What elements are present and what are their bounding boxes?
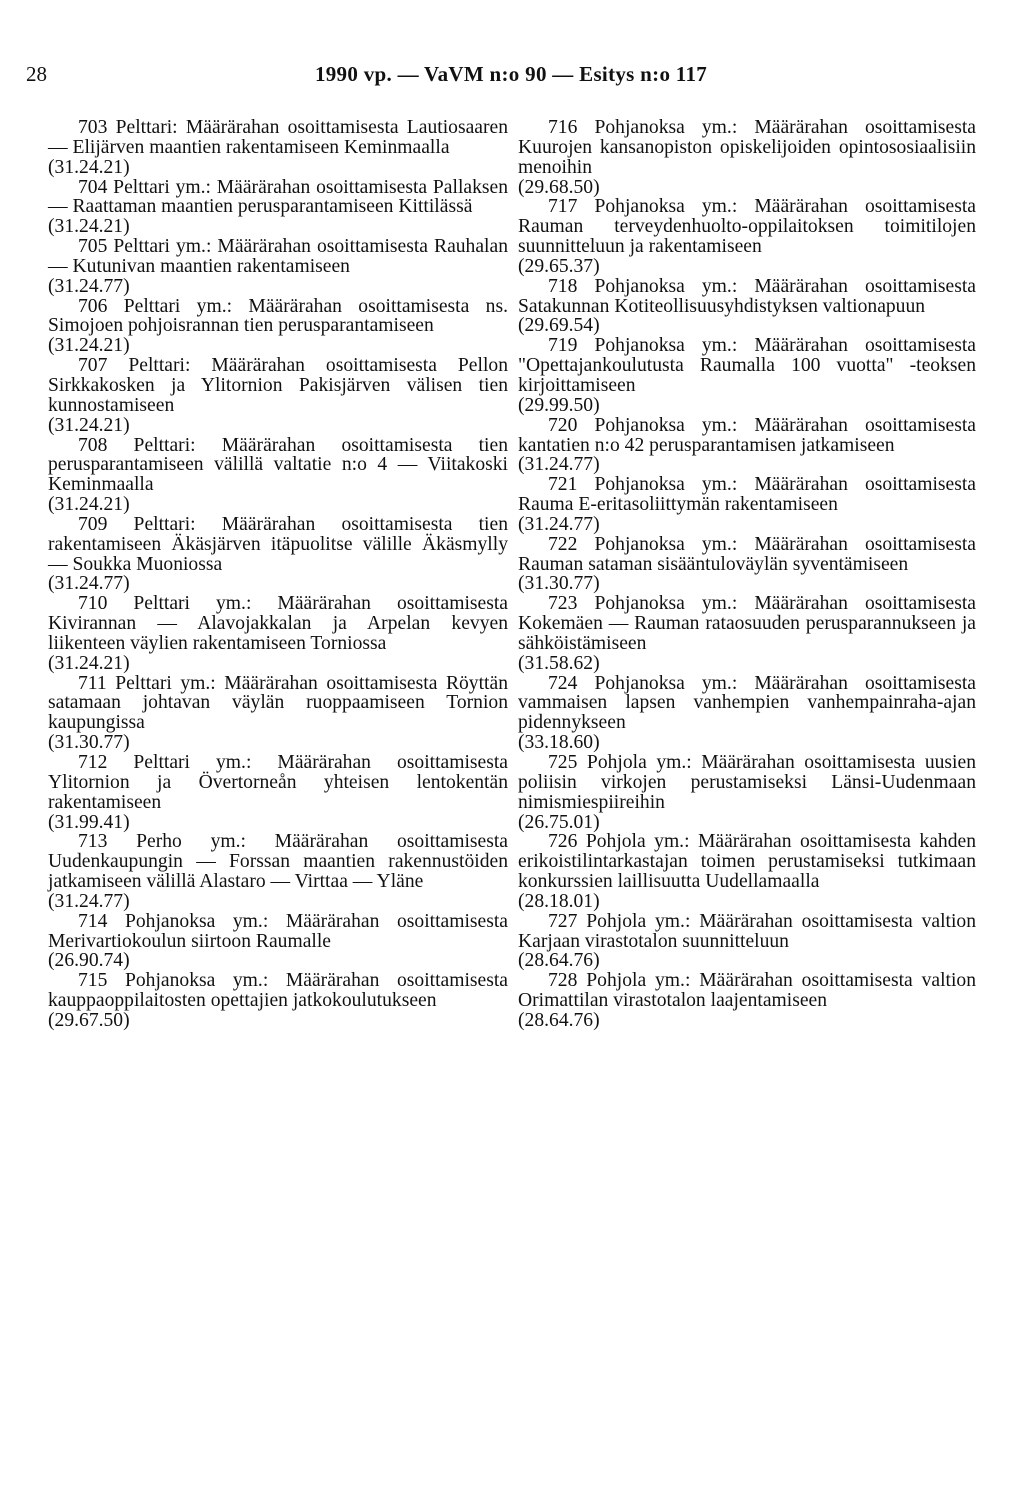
budget-code: (31.24.21) [48, 335, 130, 357]
list-item [48, 178, 508, 238]
running-title: 1990 vp. — VaVM n:o 90 — Esitys n:o 117 [314, 62, 708, 86]
list-item [518, 336, 976, 415]
entry-text: 712 Pelttari ym.: Määrärahan osoittamisesta Ylitornion ja Övertorneån yhteisen lentokentän rakentamiseen [48, 752, 508, 813]
list-item [48, 436, 508, 515]
page-number: 28 [26, 62, 47, 86]
budget-code: (31.24.21) [48, 216, 130, 238]
budget-code: (28.18.01) [518, 890, 600, 912]
budget-code: (31.24.77) [48, 890, 130, 912]
budget-code: (26.90.74) [48, 950, 130, 972]
list-item [48, 297, 508, 357]
entry-text: 720 Pohjanoksa ym.: Määrärahan osoittamisesta kantatien n:o 42 perusparantamisen jatkamiseen [518, 414, 976, 456]
budget-code: (33.18.60) [518, 732, 600, 754]
entry-text: 726 Pohjola ym.: Määrärahan osoittamisesta kahden erikoistilintarkastajan toimen perustamiseksi tutkimaan konkurssien laillisuutta Uudellamaalla [518, 831, 976, 893]
list-item [48, 912, 508, 972]
budget-code: (31.24.77) [48, 573, 130, 595]
entry-text: 721 Pohjanoksa ym.: Määrärahan osoittamisesta Rauma E-eritasoliittymän rakentamiseen [518, 474, 976, 516]
right-column [518, 118, 976, 1031]
list-item [518, 197, 976, 276]
budget-code: (31.24.21) [48, 652, 130, 674]
budget-code: (28.64.76) [518, 950, 600, 972]
entry-text: 715 Pohjanoksa ym.: Määrärahan osoittamisesta kauppaoppilaitosten opettajien jatkokoulutukseen [48, 970, 508, 1012]
entry-text: 714 Pohjanoksa ym.: Määrärahan osoittamisesta Merivartiokoulun siirtoon Raumalle [48, 910, 508, 952]
list-item [48, 356, 508, 435]
entry-text: 707 Pelttari: Määrärahan osoittamisesta Pellon Sirkkakosken ja Ylitornion Pakisjärven välisen tien kunnostamiseen [48, 355, 508, 416]
budget-code: (29.99.50) [518, 394, 600, 416]
list-item [518, 535, 976, 595]
entry-text: 705 Pelttari ym.: Määrärahan osoittamisesta Rauhalan — Kutunivan maantien rakentamiseen [48, 236, 508, 277]
entry-text: 704 Pelttari ym.: Määrärahan osoittamisesta Pallaksen — Raattaman maantien perusparantamiseen Kittilässä [48, 176, 508, 218]
list-item [48, 674, 508, 753]
budget-code: (29.65.37) [518, 255, 600, 277]
budget-code: (31.24.77) [48, 275, 130, 297]
list-item [518, 674, 976, 753]
budget-code: (31.24.77) [518, 454, 600, 476]
budget-code: (31.24.77) [518, 513, 600, 535]
list-item [518, 475, 976, 535]
list-item [48, 971, 508, 1031]
budget-code: (31.58.62) [518, 652, 600, 674]
entry-text: 706 Pelttari ym.: Määrärahan osoittamisesta ns. Simojoen pohjoisrannan tien perusparantamiseen [48, 295, 508, 337]
list-item [518, 118, 976, 197]
list-item [48, 118, 508, 178]
entry-text: 708 Pelttari: Määrärahan osoittamisesta tien perusparantamiseen välillä valtatie n:o 4 — Viitakoski Keminmaalla [48, 434, 508, 496]
page-header [26, 62, 996, 92]
budget-code: (31.30.77) [518, 573, 600, 595]
entry-text: 710 Pelttari ym.: Määrärahan osoittamisesta Kivirannan — Alavojakkalan ja Arpelan kevyen liikenteen väylien rakentamiseen Torniossa [48, 593, 508, 654]
budget-code: (31.24.21) [48, 156, 130, 178]
entry-text: 718 Pohjanoksa ym.: Määrärahan osoittamisesta Satakunnan Kotiteollisuusyhdistyksen valtionapuun [518, 275, 976, 317]
entry-text: 719 Pohjanoksa ym.: Määrärahan osoittamisesta "Opettajankoulutusta Raumalla 100 vuotta" -teoksen kirjoittamiseen [518, 335, 976, 396]
list-item [48, 237, 508, 297]
budget-code: (31.99.41) [48, 811, 130, 833]
budget-code: (29.67.50) [48, 1009, 130, 1031]
entry-text: 724 Pohjanoksa ym.: Määrärahan osoittamisesta vammaisen lapsen vanhempien vanhempainraha-ajan pidennykseen [518, 672, 976, 734]
entry-text: 722 Pohjanoksa ym.: Määrärahan osoittamisesta Rauman sataman sisääntuloväylän syventämiseen [518, 533, 976, 575]
list-item [518, 277, 976, 337]
list-item [48, 594, 508, 673]
entry-text: 711 Pelttari ym.: Määrärahan osoittamisesta Röyttän satamaan johtavan väylän ruoppaamiseen Tornion kaupungissa [48, 672, 508, 734]
budget-code: (28.64.76) [518, 1009, 600, 1031]
list-item [48, 753, 508, 832]
entry-text: 713 Perho ym.: Määrärahan osoittamisesta Uudenkaupungin — Forssan maantien rakennustöiden jatkamiseen välillä Alastaro — Virttaa — Yläne [48, 831, 508, 893]
budget-code: (31.24.21) [48, 414, 130, 436]
entry-text: 727 Pohjola ym.: Määrärahan osoittamisesta valtion Karjaan virastotalon suunnitteluun [518, 910, 976, 952]
entry-text: 725 Pohjola ym.: Määrärahan osoittamisesta uusien poliisin virkojen perustamiseksi Länsi-Uudenmaan nimismiespiireihin [518, 752, 976, 813]
list-item [48, 515, 508, 594]
list-item [518, 594, 976, 673]
list-item [48, 832, 508, 911]
budget-code: (29.69.54) [518, 315, 600, 337]
list-item [518, 416, 976, 476]
entry-text: 716 Pohjanoksa ym.: Määrärahan osoittamisesta Kuurojen kansanopiston opiskelijoiden opintososiaalisiin menoihin [518, 117, 976, 178]
list-item [518, 832, 976, 911]
list-item [518, 912, 976, 972]
list-item [518, 753, 976, 832]
entry-text: 717 Pohjanoksa ym.: Määrärahan osoittamisesta Rauman terveydenhuolto-oppilaitoksen toimitilojen suunnitteluun ja rakentamiseen [518, 196, 976, 258]
entry-text: 723 Pohjanoksa ym.: Määrärahan osoittamisesta Kokemäen — Rauman rataosuuden perusparannukseen ja sähköistämiseen [518, 593, 976, 654]
budget-code: (31.24.21) [48, 494, 130, 516]
budget-code: (26.75.01) [518, 811, 600, 833]
entry-text: 709 Pelttari: Määrärahan osoittamisesta tien rakentamiseen Äkäsjärven itäpuolitse välille Äkäsmylly — Soukka Muoniossa [48, 513, 508, 575]
entry-text: 728 Pohjola ym.: Määrärahan osoittamisesta valtion Orimattilan virastotalon laajentamiseen [518, 970, 976, 1012]
list-item [518, 971, 976, 1031]
left-column [48, 118, 508, 1031]
budget-code: (31.30.77) [48, 732, 130, 754]
budget-code: (29.68.50) [518, 176, 600, 198]
entry-text: 703 Pelttari: Määrärahan osoittamisesta Lautiosaaren — Elijärven maantien rakentamiseen Keminmaalla [48, 117, 508, 158]
